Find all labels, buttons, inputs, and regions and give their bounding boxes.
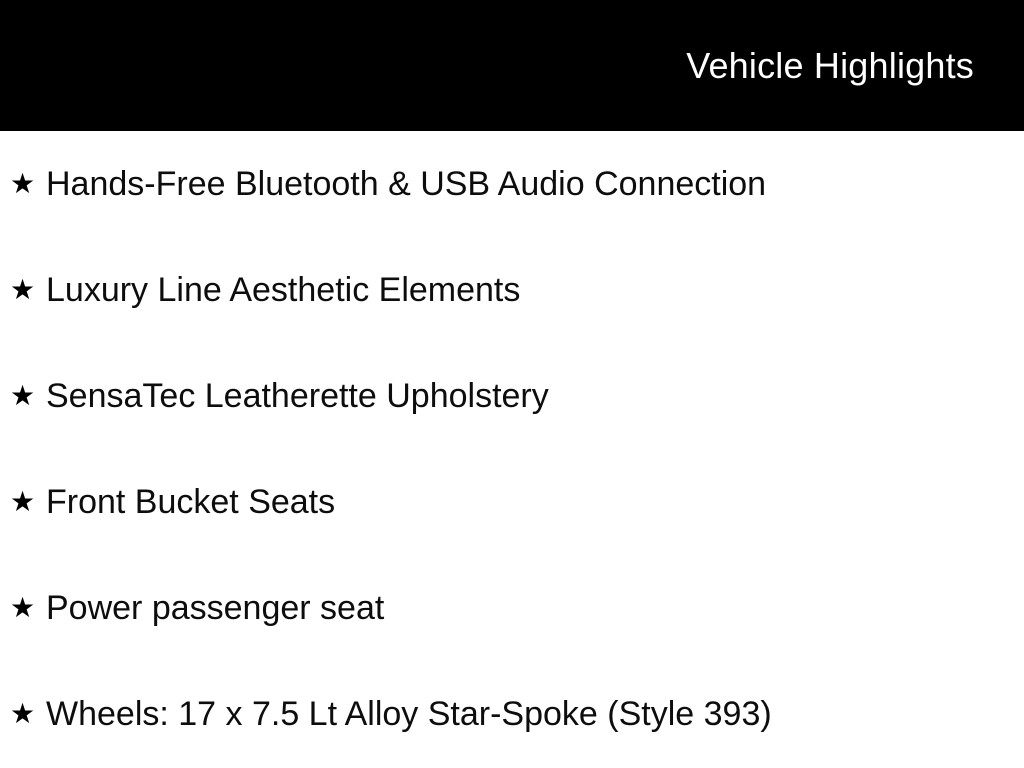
highlight-text: Front Bucket Seats bbox=[46, 482, 336, 521]
list-item bbox=[0, 449, 1024, 555]
list-item bbox=[0, 555, 1024, 661]
highlight-text: Power passenger seat bbox=[46, 588, 385, 627]
star-icon: ★ bbox=[10, 274, 36, 305]
list-item bbox=[0, 131, 1024, 237]
highlight-text: SensaTec Leatherette Upholstery bbox=[46, 376, 549, 415]
highlight-text: Wheels: 17 x 7.5 Lt Alloy Star-Spoke (Style 393) bbox=[46, 694, 772, 733]
highlights-list bbox=[0, 131, 1024, 767]
highlight-text: Luxury Line Aesthetic Elements bbox=[46, 270, 521, 309]
list-item bbox=[0, 661, 1024, 767]
highlight-text: Hands-Free Bluetooth & USB Audio Connection bbox=[46, 164, 767, 203]
star-icon: ★ bbox=[10, 592, 36, 623]
star-icon: ★ bbox=[10, 380, 36, 411]
star-icon: ★ bbox=[10, 168, 36, 199]
list-item bbox=[0, 343, 1024, 449]
star-icon: ★ bbox=[10, 698, 36, 729]
star-icon: ★ bbox=[10, 486, 36, 517]
page-title: Vehicle Highlights bbox=[686, 44, 974, 86]
header-bar bbox=[0, 0, 1024, 131]
list-item bbox=[0, 237, 1024, 343]
